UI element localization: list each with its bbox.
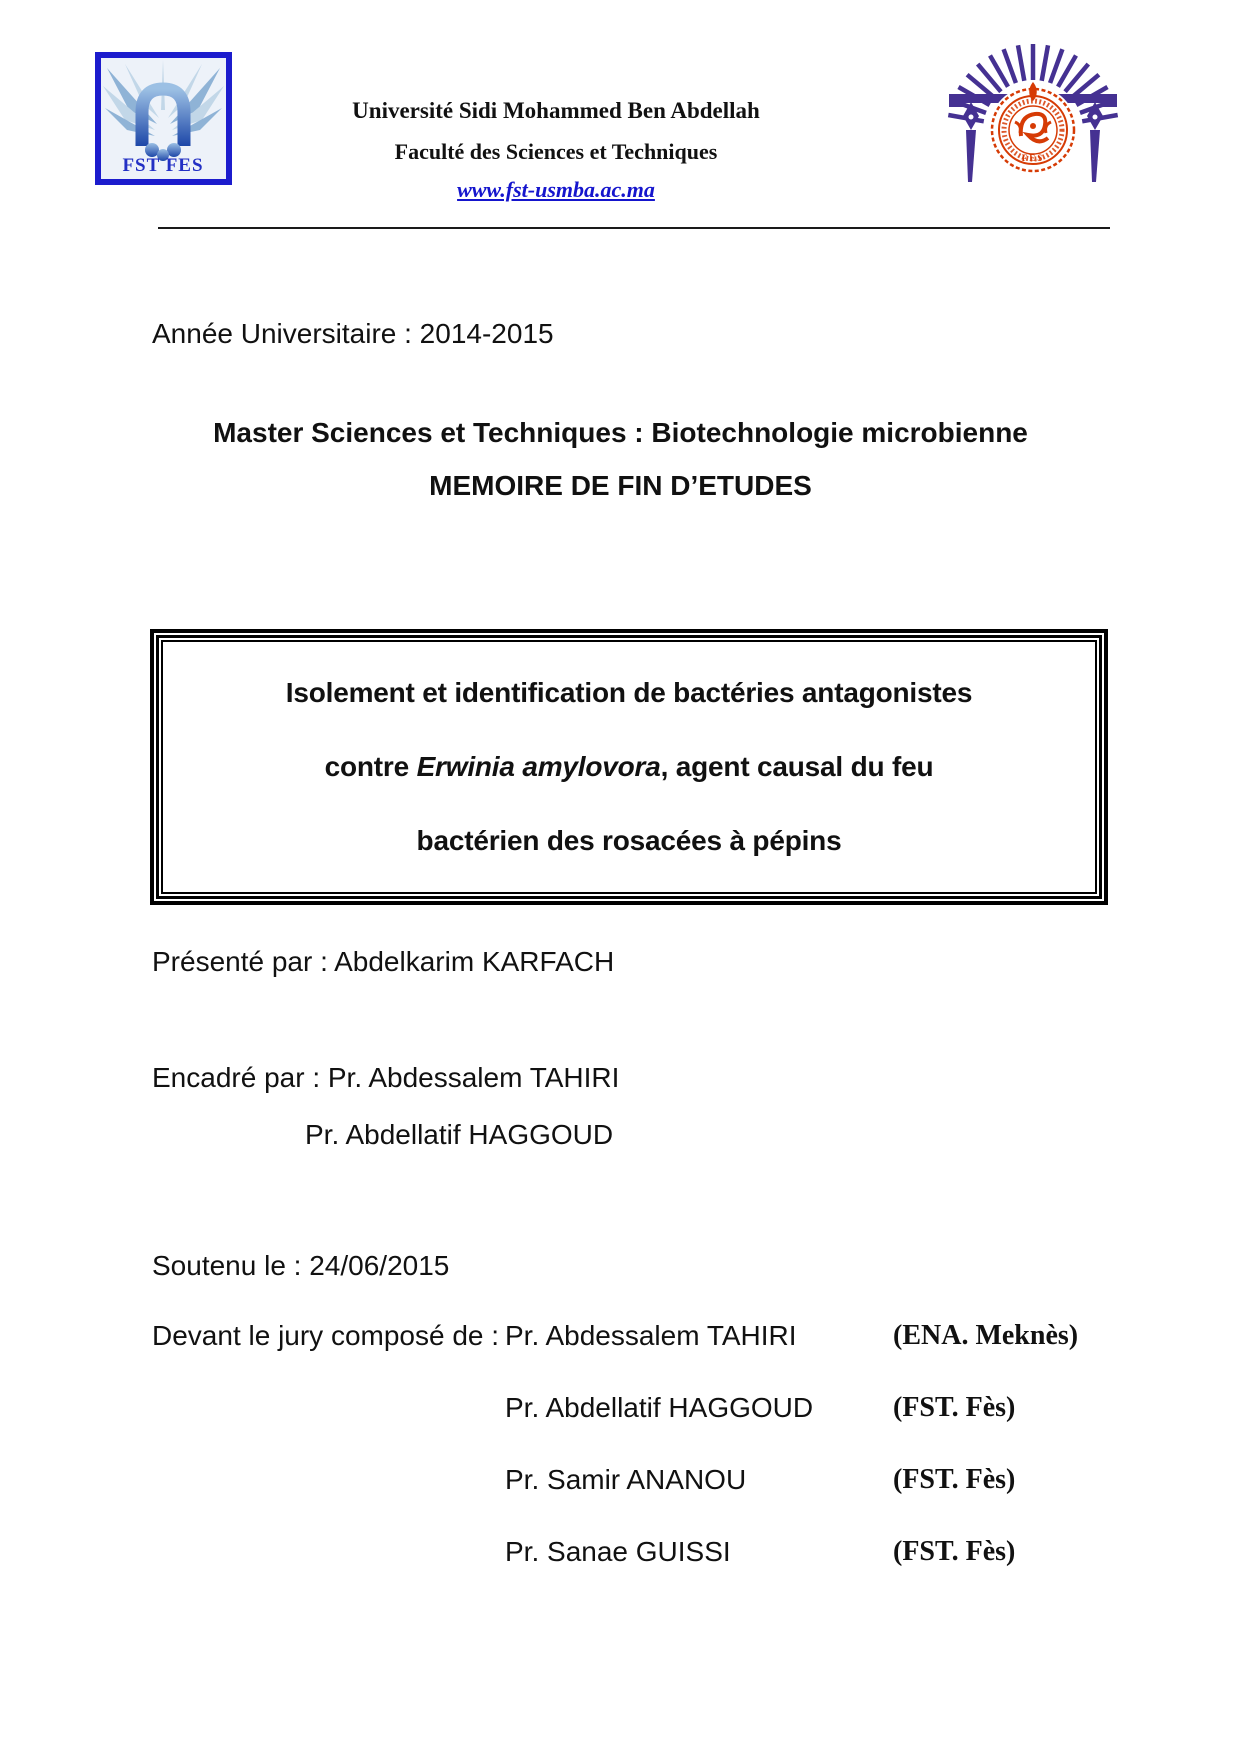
usmba-fes-logo-icon xyxy=(942,30,1124,190)
supervisor-line2: Pr. Abdellatif HAGGOUD xyxy=(305,1119,614,1150)
website-link[interactable]: www.fst-usmba.ac.ma xyxy=(457,177,655,202)
header-divider xyxy=(158,227,1110,229)
jury-member-name: Pr. Abdellatif HAGGOUD xyxy=(505,1392,814,1423)
faculty-name: Faculté des Sciences et Techniques xyxy=(394,139,718,164)
jury-row xyxy=(0,1464,1241,1504)
university-name: Université Sidi Mohammed Ben Abdellah xyxy=(352,98,760,123)
jury-member-affiliation: (FST. Fès) xyxy=(893,1392,1016,1423)
thesis-title-box xyxy=(150,629,1108,905)
thesis-title-line3: bactérien des rosacées à pépins xyxy=(416,825,842,856)
jury-row xyxy=(0,1320,1241,1360)
jury-row xyxy=(0,1392,1241,1432)
jury-intro: Devant le jury composé de : xyxy=(152,1320,500,1351)
jury-member-affiliation: (ENA. Meknès) xyxy=(893,1320,1079,1351)
supervisor-line1: Encadré par : Pr. Abdessalem TAHIRI xyxy=(152,1062,620,1093)
fst-logo-label: FST FES xyxy=(122,155,204,176)
program-name: Master Sciences et Techniques : Biotechnologie microbienne xyxy=(213,417,1028,448)
fst-fes-logo-icon xyxy=(95,52,232,185)
document-type: MEMOIRE DE FIN D’ETUDES xyxy=(429,470,812,501)
thesis-title-line1: Isolement et identification de bactéries antagonistes xyxy=(285,677,973,708)
thesis-title-line2: contre Erwinia amylovora, agent causal du feu xyxy=(324,751,934,782)
presented-by: Présenté par : Abdelkarim KARFACH xyxy=(152,946,615,977)
species-name-italic: Erwinia amylovora xyxy=(416,751,661,782)
jury-member-name: Pr. Samir ANANOU xyxy=(505,1464,747,1495)
jury-member-name: Pr. Abdessalem TAHIRI xyxy=(505,1320,797,1351)
jury-member-affiliation: (FST. Fès) xyxy=(893,1464,1016,1495)
jury-row xyxy=(0,1536,1241,1576)
jury-member-name: Pr. Sanae GUISSI xyxy=(505,1536,731,1567)
header xyxy=(231,98,881,203)
defense-date: Soutenu le : 24/06/2015 xyxy=(152,1250,450,1281)
usmba-logo-label: FES xyxy=(1021,153,1045,163)
jury-member-affiliation: (FST. Fès) xyxy=(893,1536,1016,1567)
academic-year: Année Universitaire : 2014-2015 xyxy=(152,318,554,349)
